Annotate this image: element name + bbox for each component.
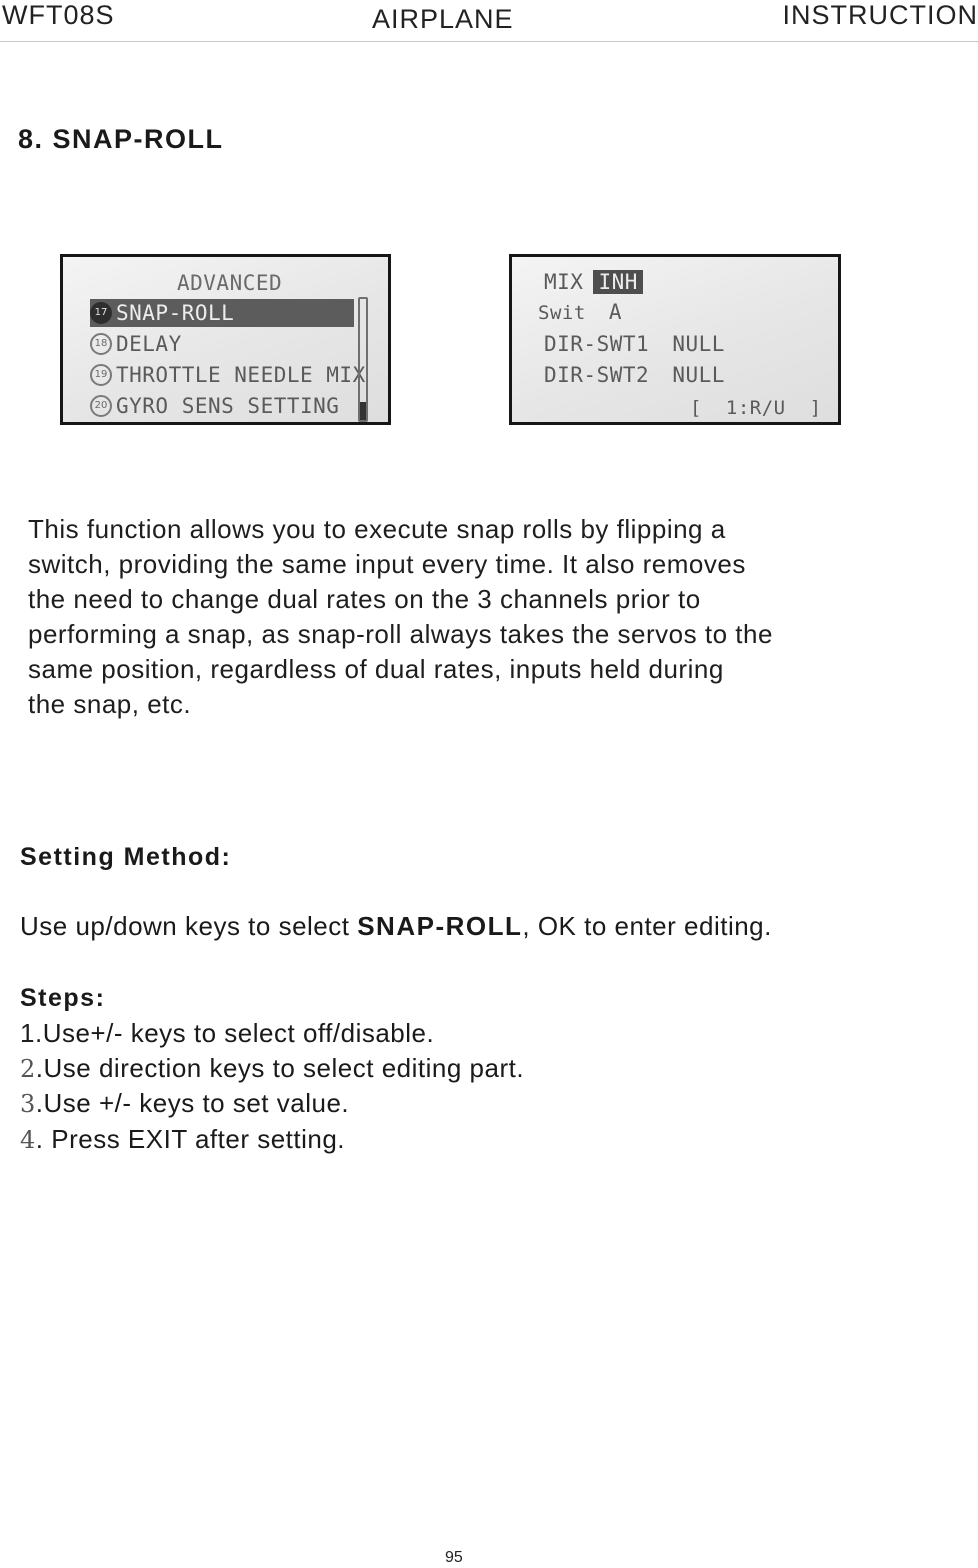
step-number: 1 (20, 1018, 35, 1048)
header-category: AIRPLANE (372, 4, 514, 34)
lcd-scrollbar-thumb (360, 402, 366, 420)
dir-swt1-label: DIR-SWT1 (544, 332, 650, 356)
rate-value: 1:R/U (725, 397, 786, 419)
step-text: .Use direction keys to select editing part. (35, 1053, 525, 1083)
dir-swt1-value: NULL (672, 332, 725, 356)
step-text: .Use +/- keys to set value. (35, 1088, 350, 1118)
section-title: 8. SNAP-ROLL (18, 124, 224, 154)
method-highlight: SNAP-ROLL (357, 911, 523, 941)
menu-item-label: THROTTLE NEEDLE MIX (116, 363, 366, 387)
description-line: the snap, etc. (28, 689, 192, 719)
switch-value: A (608, 300, 623, 324)
header-doc-type: INSTRUCTION (782, 0, 978, 30)
lcd-dir-swt2-row (544, 362, 725, 388)
description-line: This function allows you to execute snap rolls by flipping a (28, 514, 726, 544)
description-paragraph (28, 512, 968, 722)
step-item (20, 1016, 434, 1050)
mix-value-inh: INH (593, 270, 642, 294)
menu-item-label: SNAP-ROLL (116, 301, 235, 325)
menu-item-snap-roll (90, 299, 354, 327)
rate-bracket-open: [ (690, 397, 702, 419)
lcd-scrollbar (358, 297, 368, 422)
lcd-menu-title: ADVANCED (177, 271, 283, 295)
setting-method-heading: Setting Method: (20, 843, 232, 871)
step-item (20, 1051, 524, 1086)
menu-number-badge: 20 (90, 395, 112, 417)
step-item (20, 1122, 345, 1157)
step-item (20, 1086, 349, 1121)
menu-number-badge: 17 (90, 302, 112, 324)
dir-swt2-value: NULL (672, 363, 725, 387)
description-line: the need to change dual rates on the 3 channels prior to (28, 584, 701, 614)
description-line: performing a snap, as snap-roll always takes the servos to the (28, 619, 773, 649)
step-number: 4 (20, 1126, 36, 1154)
lcd-screen-advanced-menu (60, 254, 391, 425)
lcd-dir-swt1-row (544, 331, 725, 357)
menu-number-badge: 18 (90, 333, 112, 355)
step-number: 2 (20, 1055, 36, 1083)
menu-number-badge: 19 (90, 364, 112, 386)
description-line: same position, regardless of dual rates, inputs held during (28, 654, 724, 684)
page-number: 95 (445, 1549, 463, 1566)
step-text: . Press EXIT after setting. (35, 1124, 346, 1154)
lcd-switch-row (538, 299, 622, 325)
lcd-mix-row (544, 269, 643, 295)
description-line: switch, providing the same input every time. It also removes (28, 549, 746, 579)
menu-item-gyro-sens-setting (90, 392, 339, 420)
rate-bracket-close: ] (809, 397, 822, 419)
menu-item-delay (90, 330, 182, 358)
menu-item-label: GYRO SENS SETTING (116, 394, 340, 418)
header-model: WFT08S (2, 0, 115, 30)
method-text-after: , OK to enter editing. (522, 911, 772, 941)
lcd-screen-snap-roll-settings (509, 254, 841, 425)
step-text: .Use+/- keys to select off/disable. (34, 1018, 435, 1048)
dir-swt2-label: DIR-SWT2 (544, 363, 650, 387)
menu-item-throttle-needle-mix (90, 361, 366, 389)
menu-item-label: DELAY (116, 332, 182, 356)
lcd-rate-indicator (690, 395, 822, 421)
method-text-before: Use up/down keys to select (20, 911, 358, 941)
step-number: 3 (20, 1090, 36, 1118)
steps-heading: Steps: (20, 984, 106, 1012)
setting-method-text (20, 911, 772, 942)
header-divider (0, 41, 978, 42)
mix-label: MIX (544, 270, 584, 294)
switch-label: Swit (538, 302, 586, 324)
